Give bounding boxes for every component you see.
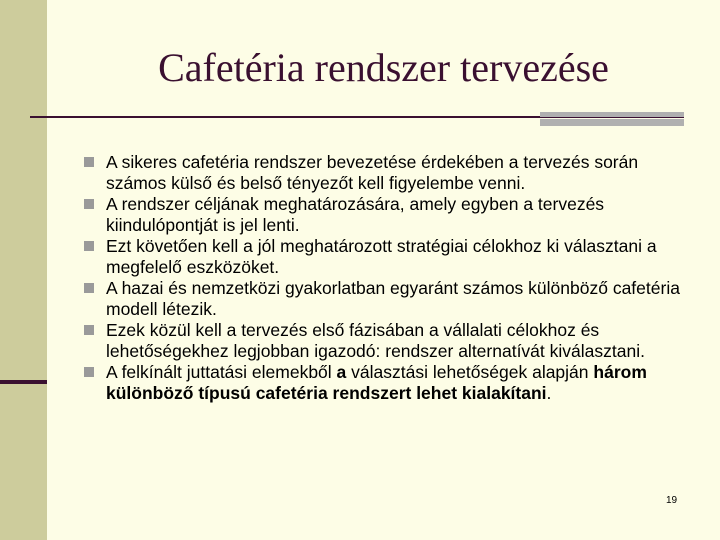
square-bullet-icon bbox=[84, 325, 94, 335]
bullet-item bbox=[84, 278, 684, 320]
slide-title: Cafetéria rendszer tervezése bbox=[158, 45, 609, 90]
bullet-text-mid: választási lehetőségek alapján bbox=[346, 362, 594, 382]
title-underline-accent-lower bbox=[540, 119, 684, 126]
square-bullet-icon bbox=[84, 367, 94, 377]
bullet-text: Ezek közül kell a tervezés első fázisában a vállalati célokhoz és lehetőségekhez legjobban igazodó: rendszer alternatívát kiválasztani. bbox=[106, 320, 645, 361]
title-underline-accent bbox=[540, 112, 684, 117]
square-bullet-icon bbox=[84, 157, 94, 167]
page-number: 19 bbox=[666, 495, 678, 506]
bullet-item bbox=[84, 320, 684, 362]
bullet-text-bold-a: a bbox=[336, 362, 347, 382]
bullet-item bbox=[84, 194, 684, 236]
bullet-item bbox=[84, 236, 684, 278]
bullet-text: A sikeres cafetéria rendszer bevezetése érdekében a tervezés során számos külső és belső tényezőt kell figyelembe venni. bbox=[106, 152, 639, 193]
left-band-divider bbox=[0, 380, 47, 384]
bullet-text-end: . bbox=[546, 383, 552, 403]
bullet-text: A hazai és nemzetközi gyakorlatban egyaránt számos különböző cafetéria modell létezik. bbox=[106, 278, 680, 319]
bullet-text-start: A felkínált juttatási elemekből bbox=[106, 362, 337, 382]
bullet-item bbox=[84, 152, 684, 194]
square-bullet-icon bbox=[84, 241, 94, 251]
bullet-text: Ezt követően kell a jól meghatározott stratégiai célokhoz ki választani a megfelelő eszközöket. bbox=[106, 236, 657, 277]
bullet-text-bold: három különböző típusú cafetéria rendszert lehet kialakítani bbox=[106, 362, 647, 403]
square-bullet-icon bbox=[84, 199, 94, 209]
left-decorative-band bbox=[0, 0, 47, 540]
bullet-item bbox=[84, 362, 684, 404]
square-bullet-icon bbox=[84, 283, 94, 293]
bullet-list bbox=[84, 152, 684, 404]
bullet-text: A rendszer céljának meghatározására, amely egyben a tervezés kiindulópontját is jel lenti. bbox=[106, 194, 605, 235]
